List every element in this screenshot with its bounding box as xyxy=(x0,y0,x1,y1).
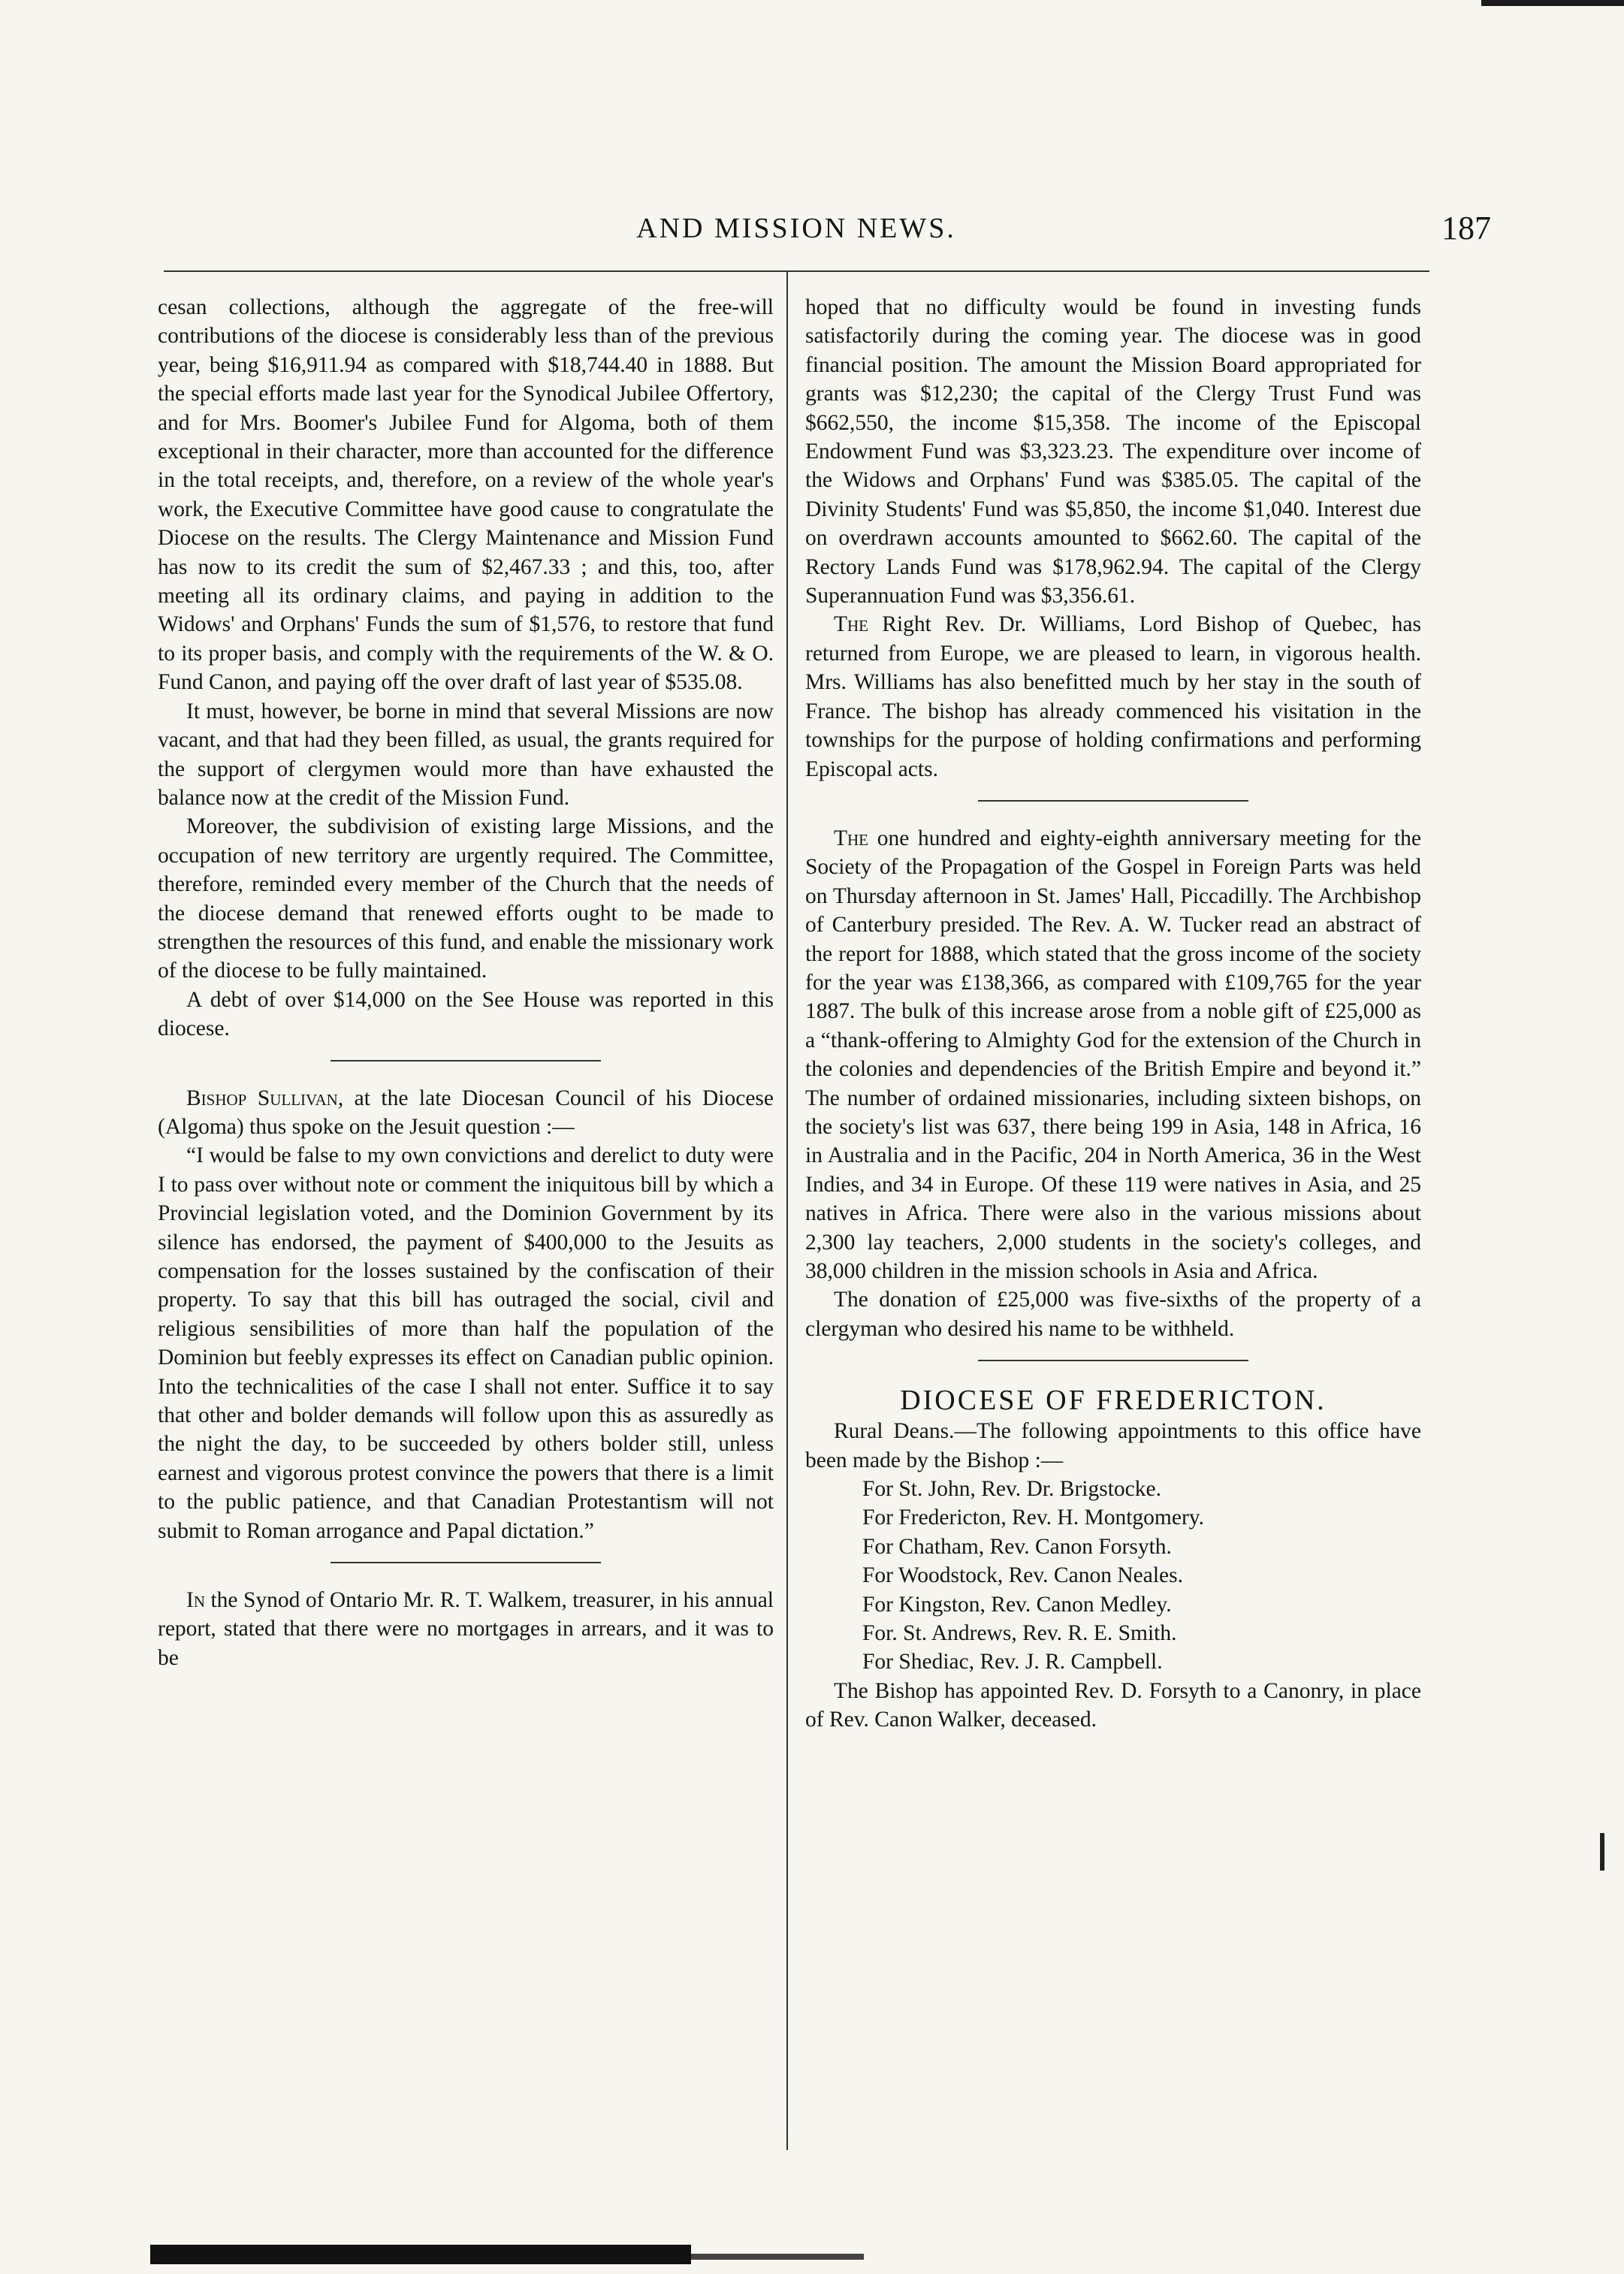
paragraph: The donation of £25,000 was five-sixths of the property of a clergyman who desired his name to be withheld. xyxy=(805,1288,1421,1341)
running-head: AND MISSION NEWS. xyxy=(636,213,956,244)
paragraph: It must, however, be borne in mind that several Missions are now vacant, and that had they been filled, as usual, the grants required for the support of clergymen would more than have exhausted the balance now at the credit of the Mission Fund. xyxy=(158,699,774,810)
paragraph xyxy=(158,1586,774,1672)
paragraph: hoped that no difficulty would be found in investing funds satisfactorily during the coming year. The diocese was in good financial position. The amount the Mission Board appropriated for grants was $12,230; the capital of the Clergy Trust Fund was $662,550, the income $15,358. The income of the Episcopal Endowment Fund was $3,323.23. The expenditure over income of the Widows and Orphans' Fund was $385.05. The capital of the Divinity Students' Fund was $5,850, the income $1,040. Interest due on overdrawn accounts amounted to $662.60. The capital of the Rectory Lands Fund was $178,962.94. The capital of the Clergy Superannuation Fund was $3,356.61. xyxy=(805,295,1421,609)
lead-in: In xyxy=(186,1588,205,1613)
list-item: For. St. Andrews, Rev. R. E. Smith. xyxy=(862,1621,1177,1646)
scan-margin-mark xyxy=(1600,1833,1604,1871)
list-item: For Fredericton, Rev. H. Montgomery. xyxy=(862,1505,1204,1530)
paragraph: cesan collections, although the aggregate of the free-will contributions of the diocese is considerably less than of the previous year, being $16,911.94 as compared with $18,744.40 in 1888. But the special efforts made last year for the Synodical Jubilee Offertory, and for Mrs. Boomer's Jubilee Fund for Algoma, both of them exceptional in their character, more than accounted for the difference in the total receipts, and, therefore, on a review of the whole year's work, the Executive Committee have good cause to congratulate the Diocese on the results. The Clergy Maintenance and Mission Fund has now to its credit the sum of $2,467.33 ; and this, too, after meeting all its ordinary claims, and paying in addition to the Widows' and Orphans' Funds the sum of $1,576, to restore that fund to its proper basis, and comply with the requirements of the W. & O. Fund Canon, and paying off the over draft of last year of $535.08. xyxy=(158,295,774,695)
header-rule xyxy=(164,270,1429,272)
section-rule xyxy=(978,800,1248,802)
scan-edge-bar xyxy=(150,2245,691,2264)
list-item: For Shediac, Rev. J. R. Campbell. xyxy=(862,1650,1163,1675)
lead-in: The xyxy=(834,612,869,637)
paragraph-text: at the late Diocesan Council of his Diocese (Algoma) thus spoke on the Jesuit question :— xyxy=(158,1086,774,1139)
list-item: For Chatham, Rev. Canon Forsyth. xyxy=(862,1534,1172,1559)
paragraph xyxy=(158,1084,774,1142)
section-heading: DIOCESE OF FREDERICTON. xyxy=(900,1385,1327,1417)
paragraph: Moreover, the subdivision of existing large Missions, and the occupation of new territory are urgently required. The Committee, therefore, reminded every member of the Church that the needs of the diocese demand that renewed efforts ought to be made to strengthen the resources of this fund, and enable the missionary work of the diocese to be fully maintained. xyxy=(158,814,774,983)
lead-in: Bishop Sullivan, xyxy=(186,1086,344,1110)
paragraph-text: Right Rev. Dr. Williams, Lord Bishop of Quebec, has returned from Europe, we are pleased to learn, in vigorous health. Mrs. Williams has also benefitted much by her stay in the south of France. The bishop has already commenced his visitation in the townships for the purpose of holding confirmations and performing Episcopal acts. xyxy=(805,612,1421,781)
paragraph-text: one hundred and eighty-eighth anniversary meeting for the Society of the Propagation of the Gospel in Foreign Parts was held on Thursday afternoon in St. James' Hall, Piccadilly. The Archbishop of Canterbury presided. The Rev. A. W. Tucker read an abstract of the report for 1888, which stated that the gross income of the society for the year was £138,366, as compared with £109,765 for the year 1887. The bulk of this increase arose from a noble gift of £25,000 as a “thank-offering to Almighty God for the extension of the Church in the colonies and dependencies of the British Empire and beyond it.” The number of ordained missionaries, including sixteen bishops, on the society's list was 637, there being 199 in Asia, 148 in Africa, 16 in Australia and in the Pacific, 204 in North America, 36 in the West Indies, and 34 in Europe. Of these 119 were natives in Asia, and 25 natives in Africa. There were also in the various missions about 2,300 lay teachers, 2,000 students in the society's colleges, and 38,000 children in the mission schools in Asia and Africa. xyxy=(805,826,1421,1283)
section-rule xyxy=(978,1360,1248,1361)
page-header xyxy=(158,210,1491,257)
lead-in: The xyxy=(834,826,869,850)
section-rule xyxy=(331,1562,601,1563)
paragraph: A debt of over $14,000 on the See House was reported in this diocese. xyxy=(158,987,774,1041)
column-divider xyxy=(786,272,788,2150)
left-column xyxy=(158,293,774,1672)
scan-corner-mark xyxy=(1481,0,1624,6)
list-item: For Woodstock, Rev. Canon Neales. xyxy=(862,1563,1183,1588)
paragraph: Rural Deans.—The following appointments to this office have been made by the Bishop :— xyxy=(805,1419,1421,1472)
section-rule xyxy=(331,1060,601,1062)
list-item: For St. John, Rev. Dr. Brigstocke. xyxy=(862,1477,1161,1502)
scan-edge-bar xyxy=(691,2254,864,2260)
paragraph-text: the Synod of Ontario Mr. R. T. Walkem, treasurer, in his annual report, stated that there were no mortgages in arrears, and it was to be xyxy=(158,1588,774,1670)
paragraph: The Bishop has appointed Rev. D. Forsyth to a Canonry, in place of Rev. Canon Walker, deceased. xyxy=(805,1678,1421,1732)
list-item: For Kingston, Rev. Canon Medley. xyxy=(862,1592,1172,1617)
paragraph xyxy=(805,824,1421,1286)
right-column xyxy=(805,293,1421,1735)
page-number: 187 xyxy=(1441,210,1491,246)
quotation: “I would be false to my own convictions and derelict to duty were I to pass over without note or comment the iniquitous bill by which a Provincial legislation voted, and the Dominion Government by its silence has endorsed, the payment of $400,000 to the Jesuits as compensation for the losses sustained by the confiscation of their property. To say that this bill has outraged the social, civil and religious sensibilities of more than half the population of the Dominion but feebly expresses its effect on Canadian public opinion. Into the technicalities of the case I shall not enter. Suffice it to say that other and bolder demands will follow upon this as assuredly as the night the day, to be succeeded by others bolder still, unless earnest and vigorous protest convince the powers that there is a limit to the public patience, and that Canadian Protestantism will not submit to Roman arrogance and Papal dictation.” xyxy=(158,1143,774,1543)
paragraph xyxy=(805,610,1421,783)
